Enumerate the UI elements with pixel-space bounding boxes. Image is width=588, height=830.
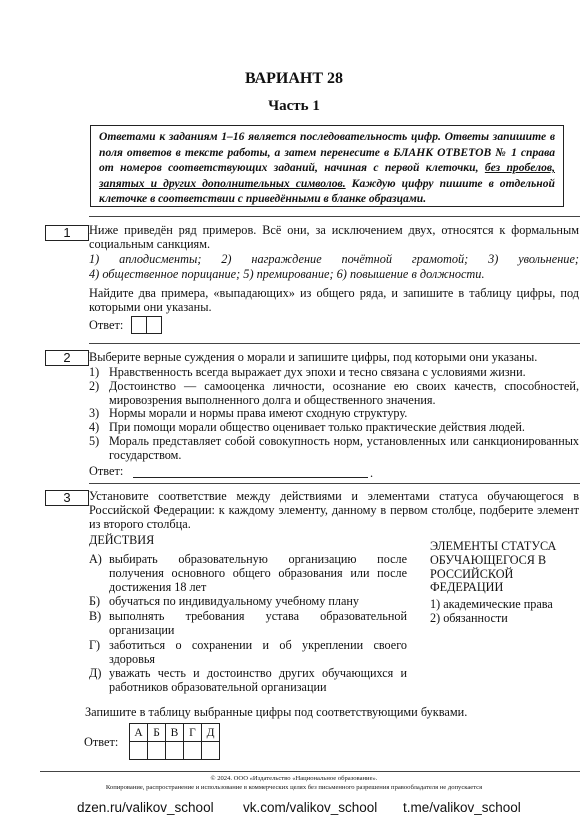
task3-element-2: 2) обязанности bbox=[430, 611, 508, 625]
task3-action: Г) заботиться о сохранении и об укреплении своего здоровья bbox=[89, 637, 407, 666]
task2-options bbox=[89, 366, 579, 463]
task1-instruction: Найдите два примера, «выпадающих» из общего ряда, и запишите в таблицу цифры, под которыми они указаны. bbox=[89, 286, 579, 314]
answer-cell[interactable] bbox=[202, 742, 220, 760]
task3-table-instruction: Запишите в таблицу выбранные цифры под соответствующими буквами. bbox=[85, 705, 468, 719]
footer-separator bbox=[40, 771, 580, 772]
part-title: Часть 1 bbox=[268, 98, 320, 114]
task1-list-line2: 4) общественное порицание; 5) премирование; 6) повышение в должности. bbox=[89, 267, 485, 281]
table-header-row bbox=[130, 724, 220, 742]
task-number-2: 2 bbox=[45, 350, 89, 366]
table-answer-row[interactable] bbox=[130, 742, 220, 760]
task3-element-1: 1) академические права bbox=[430, 597, 553, 611]
link-vk[interactable]: vk.com/valikov_school bbox=[243, 800, 378, 815]
task1-intro: Ниже приведён ряд примеров. Всё они, за исключением двух, относятся к формальным социальным санкциям. bbox=[89, 223, 579, 251]
separator bbox=[89, 483, 580, 484]
answer-cell[interactable] bbox=[166, 742, 184, 760]
separator bbox=[89, 216, 580, 217]
link-dzen[interactable]: dzen.ru/valikov_school bbox=[77, 800, 214, 815]
answer-cell[interactable] bbox=[184, 742, 202, 760]
task2-answer-line[interactable] bbox=[133, 477, 368, 478]
task2-answer-label: Ответ: bbox=[89, 464, 124, 478]
task1-list-line1: 1) аплодисменты; 2) награждение почётной грамотой; 3) увольнение; bbox=[89, 252, 579, 266]
task3-answer-table[interactable] bbox=[129, 723, 220, 760]
letter-cell: В bbox=[166, 724, 184, 742]
separator bbox=[89, 343, 580, 344]
letter-cell: Б bbox=[148, 724, 166, 742]
task-number-3: 3 bbox=[45, 490, 89, 506]
task3-intro: Установите соответствие между действиями и элементами статуса обучающегося в Российской Федерации: к каждому элементу, данному в первом столбце, подберите элемент из второго столбца. bbox=[89, 489, 579, 531]
instructions-box bbox=[90, 125, 564, 207]
instructions-text: Ответами к заданиям 1–16 является последовательность цифр. Ответы запишите в поля ответов в тексте работы, а затем перенесите в БЛАНК ОТВЕТОВ № 1 справа от номеров соответствующих заданий, начиная с первой клеточки, bbox=[99, 130, 555, 174]
letter-cell: Д bbox=[202, 724, 220, 742]
task3-action: Д) уважать честь и достоинство других обучающихся и работников образовательной организации bbox=[89, 666, 407, 695]
answer-cell[interactable] bbox=[131, 316, 147, 334]
task1-answer-cells[interactable] bbox=[131, 316, 162, 334]
footer-copyright: © 2024. ООО «Издательство «Национальное образование». bbox=[210, 775, 378, 782]
task3-action: А) выбирать образовательную организацию после получения основного общего образования или после достижения 18 лет bbox=[89, 552, 407, 594]
dot: . bbox=[370, 466, 374, 480]
answer-cell[interactable] bbox=[148, 742, 166, 760]
answer-cell[interactable] bbox=[146, 316, 162, 334]
task3-right-header: ЭЛЕМЕНТЫ СТАТУСА ОБУЧАЮЩЕГОСЯ В РОССИЙСКОЙ ФЕДЕРАЦИИ bbox=[430, 539, 557, 595]
task3-actions bbox=[89, 553, 407, 695]
variant-title: ВАРИАНТ 28 bbox=[244, 70, 344, 87]
task2-option: 5) Мораль представляет собой совокупность норм, установленных или санкционированных государством. bbox=[89, 433, 579, 462]
task2-option: 2) Достоинство — самооценка личности, осознание ею своих качеств, способностей, мировозрения выполненного долга и общественного значения. bbox=[89, 378, 579, 407]
footer-notice: Копирование, распространение и использование в коммерческих целях без письменного разрешения правообладателя не допускается bbox=[105, 784, 483, 791]
task2-intro: Выберите верные суждения о морали и запишите цифры, под которыми они указаны. bbox=[89, 350, 538, 364]
instructions-underlined: без пробелов, запятых и других дополнительных символов. bbox=[99, 161, 555, 190]
task2-option: 4) При помощи морали общество оценивает только практические действия людей. bbox=[89, 420, 525, 435]
task-number-1: 1 bbox=[45, 225, 89, 241]
task2-option: 1) Нравственность всегда выражает дух эпохи и тесно связана с условиями жизни. bbox=[89, 365, 526, 379]
task3-answer-label: Ответ: bbox=[84, 735, 119, 749]
letter-cell: Г bbox=[184, 724, 202, 742]
letter-cell: А bbox=[130, 724, 148, 742]
task3-left-header: ДЕЙСТВИЯ bbox=[89, 533, 155, 547]
link-telegram[interactable]: t.me/valikov_school bbox=[403, 800, 521, 815]
instructions-text-end: Каждую цифру пишите в отдельной клеточке в соответствии с приведёнными в бланке образцами. bbox=[99, 176, 555, 205]
task2-option: 3) Нормы морали и нормы права имеют сходную структуру. bbox=[89, 406, 408, 421]
answer-cell[interactable] bbox=[130, 742, 148, 760]
task3-action: Б) обучаться по индивидуальному учебному плану bbox=[89, 594, 360, 609]
task3-action: В) выполнять требования устава образовательной организации bbox=[89, 609, 407, 637]
task1-answer-label: Ответ: bbox=[89, 318, 124, 332]
